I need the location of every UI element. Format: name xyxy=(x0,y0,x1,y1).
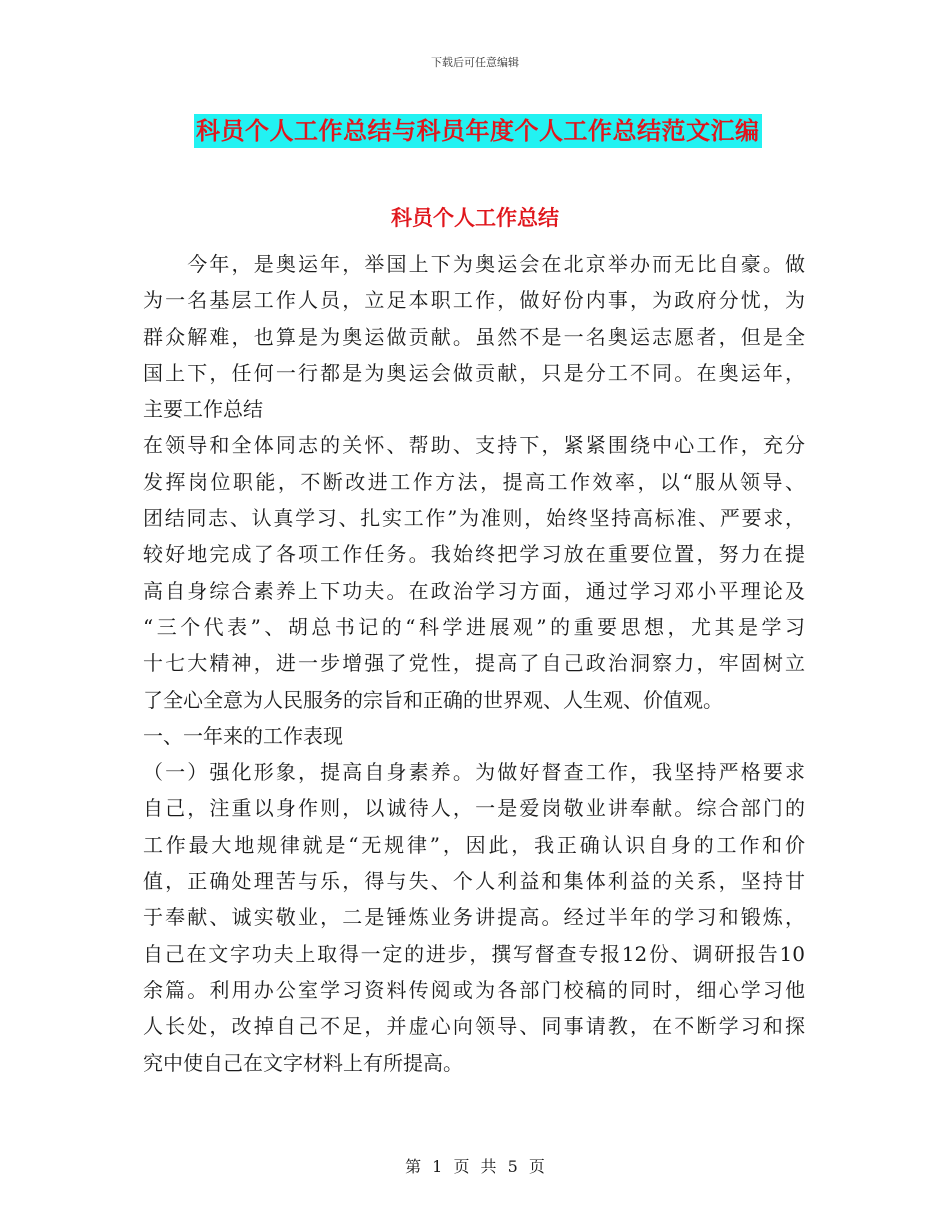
body-line: 十七大精神，进一步增强了党性，提高了自己政治洞察力，牢固树立 xyxy=(143,651,805,676)
document-body xyxy=(143,246,805,1081)
body-line: “三个代表”、胡总书记的“科学进展观”的重要思想，尤其是学习 xyxy=(143,614,805,639)
body-line: 自己在文字功夫上取得一定的进步，撰写督查专报12份、调研报告10 xyxy=(143,941,805,966)
body-line: （一）强化形象，提高自身素养。为做好督查工作，我坚持严格要求 xyxy=(143,760,805,785)
body-line: 团结同志、认真学习、扎实工作”为准则，始终坚持高标准、严要求， xyxy=(143,506,805,531)
body-line: 值，正确处理苦与乐，得与失、个人利益和集体利益的关系，坚持甘 xyxy=(143,869,805,894)
section-heading: 一、一年来的工作表现 xyxy=(143,723,343,748)
body-line: 为一名基层工作人员，立足本职工作，做好份内事，为政府分忧，为 xyxy=(143,288,805,313)
body-line: 群众解难，也算是为奥运做贡献。虽然不是一名奥运志愿者，但是全 xyxy=(143,324,805,349)
body-line: 于奉献、诚实敬业，二是锤炼业务讲提高。经过半年的学习和锻炼， xyxy=(143,905,805,930)
body-line: 人长处，改掉自己不足，并虚心向领导、同事请教，在不断学习和探 xyxy=(143,1014,805,1039)
body-line: 工作最大地规律就是“无规律”，因此，我正确认识自身的工作和价 xyxy=(143,832,805,857)
body-line: 今年，是奥运年，举国上下为奥运会在北京举办而无比自豪。做 xyxy=(143,252,805,276)
body-line: 在领导和全体同志的关怀、帮助、支持下，紧紧围绕中心工作，充分 xyxy=(143,433,805,458)
body-line: 主要工作总结 xyxy=(143,397,263,422)
body-line: 余篇。利用办公室学习资料传阅或为各部门校稿的同时，细心学习他 xyxy=(143,977,805,1002)
page-header-note: 下载后可任意编辑 xyxy=(431,56,519,69)
body-line: 高自身综合素养上下功夫。在政治学习方面，通过学习邓小平理论及 xyxy=(143,578,805,603)
body-line: 发挥岗位职能，不断改进工作方法，提高工作效率，以“服从领导、 xyxy=(143,469,805,494)
document-title: 科员个人工作总结与科员年度个人工作总结范文汇编 xyxy=(194,114,762,148)
page-number: 第 1 页 共 5 页 xyxy=(405,1157,545,1176)
body-line: 较好地完成了各项工作任务。我始终把学习放在重要位置，努力在提 xyxy=(143,542,805,567)
body-line: 究中使自己在文字材料上有所提高。 xyxy=(143,1050,463,1075)
body-line: 国上下，任何一行都是为奥运会做贡献，只是分工不同。在奥运年， xyxy=(143,360,805,385)
body-line: 自己，注重以身作则，以诚待人，一是爱岗敬业讲奉献。综合部门的 xyxy=(143,796,805,821)
section-title: 科员个人工作总结 xyxy=(391,206,559,230)
body-line: 了全心全意为人民服务的宗旨和正确的世界观、人生观、价值观。 xyxy=(143,687,723,712)
